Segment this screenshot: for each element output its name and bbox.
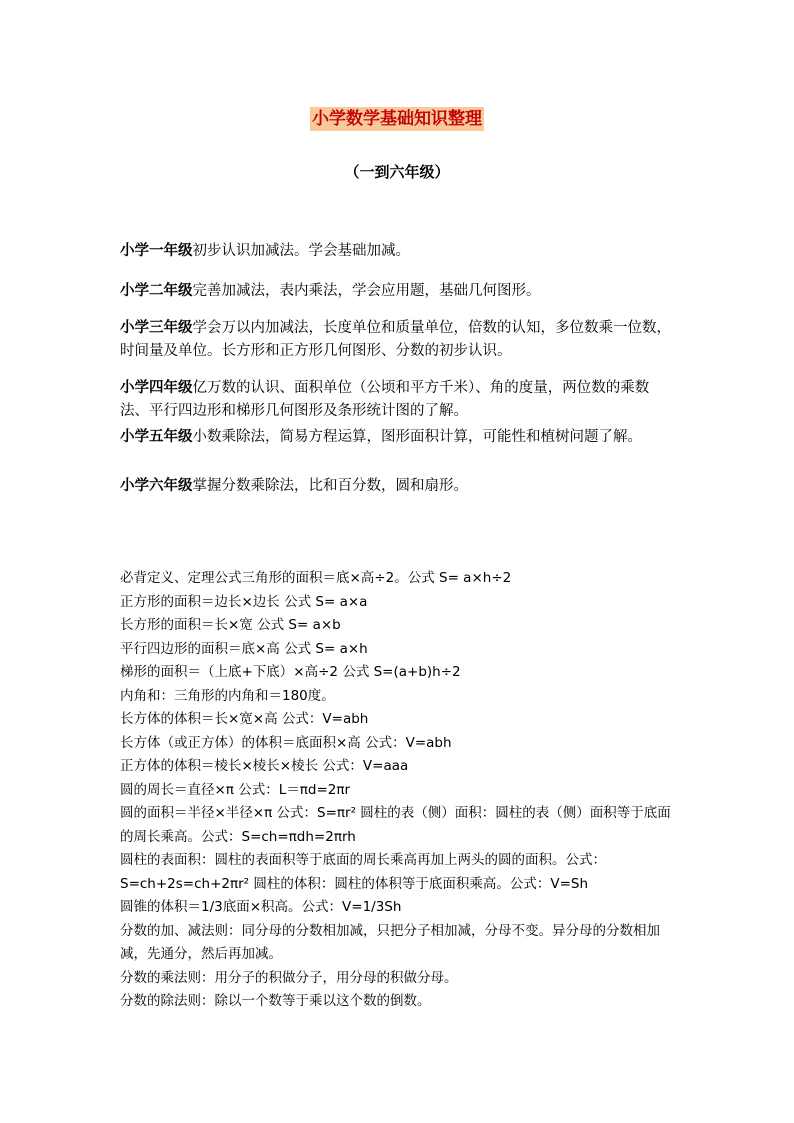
formula-line: 长方形的面积＝长×宽 公式 S= a×b xyxy=(120,617,341,633)
formula-line: 圆的面积＝半径×半径×π 公式：S=πr² 圆柱的表（侧）面积：圆柱的表（侧）面积等于底面的周长乘高。公式：S=ch=πdh=2πrh xyxy=(120,805,671,845)
grade-text: 掌握分数乘除法，比和百分数，圆和扇形。 xyxy=(192,478,468,494)
formula-line: 圆锥的体积＝1/3底面×积高。公式：V=1/3Sh xyxy=(120,899,402,915)
formula-line: 圆的周长＝直径×π 公式：L＝πd=2πr xyxy=(120,781,351,798)
grade-item xyxy=(120,317,675,363)
formula-line: 分数的除法则：除以一个数等于乘以这个数的倒数。 xyxy=(120,993,431,1009)
grade-item xyxy=(120,475,675,498)
grade-name: 小学五年级 xyxy=(120,429,193,445)
formula-line: 分数的加、减法则：同分母的分数相加减，只把分子相加减，分母不变。异分母的分数相加减，先通分，然后再加减。 xyxy=(120,922,660,962)
grade-item xyxy=(120,426,675,449)
formula-line: 必背定义、定理公式三角形的面积＝底×高÷2。公式 S= a×h÷2 xyxy=(120,570,512,586)
formula-line: 梯形的面积＝（上底+下底）×高÷2 公式 S=(a+b)h÷2 xyxy=(120,664,461,680)
formula-line: 长方体的体积＝长×宽×高 公式：V=abh xyxy=(120,711,369,727)
grade-text: 亿万数的认识、面积单位（公顷和平方千米）、角的度量，两位数的乘数法、平行四边形和梯形几何图形及条形统计图的了解。 xyxy=(120,380,650,419)
grade-text: 学会万以内加减法，长度单位和质量单位，倍数的认知，多位数乘一位数，时间量及单位。长方形和正方形几何图形、分数的初步认识。 xyxy=(120,320,671,359)
formula-line: 内角和：三角形的内角和＝180度。 xyxy=(120,687,335,704)
grade-item xyxy=(120,280,675,303)
formula-line: 正方体的体积＝棱长×棱长×棱长 公式：V=aaa xyxy=(120,758,409,774)
grade-text: 完善加减法，表内乘法，学会应用题，基础几何图形。 xyxy=(192,283,541,299)
formula-line: 圆柱的表面积：圆柱的表面积等于底面的周长乘高再加上两头的圆的面积。公式：S=ch+2s=ch+2πr² 圆柱的体积：圆柱的体积等于底面积乘高。公式：V=Sh xyxy=(120,852,606,892)
grade-name: 小学三年级 xyxy=(120,320,193,336)
formula-line: 正方形的面积＝边长×边长 公式 S= a×a xyxy=(120,593,368,610)
formula-line: 长方体（或正方体）的体积＝底面积×高 公式：V=abh xyxy=(120,734,452,751)
formula-line: 分数的乘法则：用分子的积做分子，用分母的积做分母。 xyxy=(120,969,458,986)
grade-text: 小数乘除法，简易方程运算，图形面积计算，可能性和植树问题了解。 xyxy=(192,429,642,445)
grade-name: 小学四年级 xyxy=(120,380,193,396)
formula-list xyxy=(120,567,680,1014)
grade-item xyxy=(120,240,675,263)
page-title: 小学数学基础知识整理 xyxy=(312,109,482,129)
grade-item xyxy=(120,377,675,423)
formula-line: 平行四边形的面积＝底×高 公式 S= a×h xyxy=(120,640,368,657)
grade-name: 小学六年级 xyxy=(120,478,193,494)
grade-name: 小学一年级 xyxy=(120,243,193,259)
page-subtitle: （一到六年级） xyxy=(344,163,450,181)
grade-text: 初步认识加减法。学会基础加减。 xyxy=(192,243,410,259)
title-container xyxy=(0,107,794,131)
grade-name: 小学二年级 xyxy=(120,283,193,299)
